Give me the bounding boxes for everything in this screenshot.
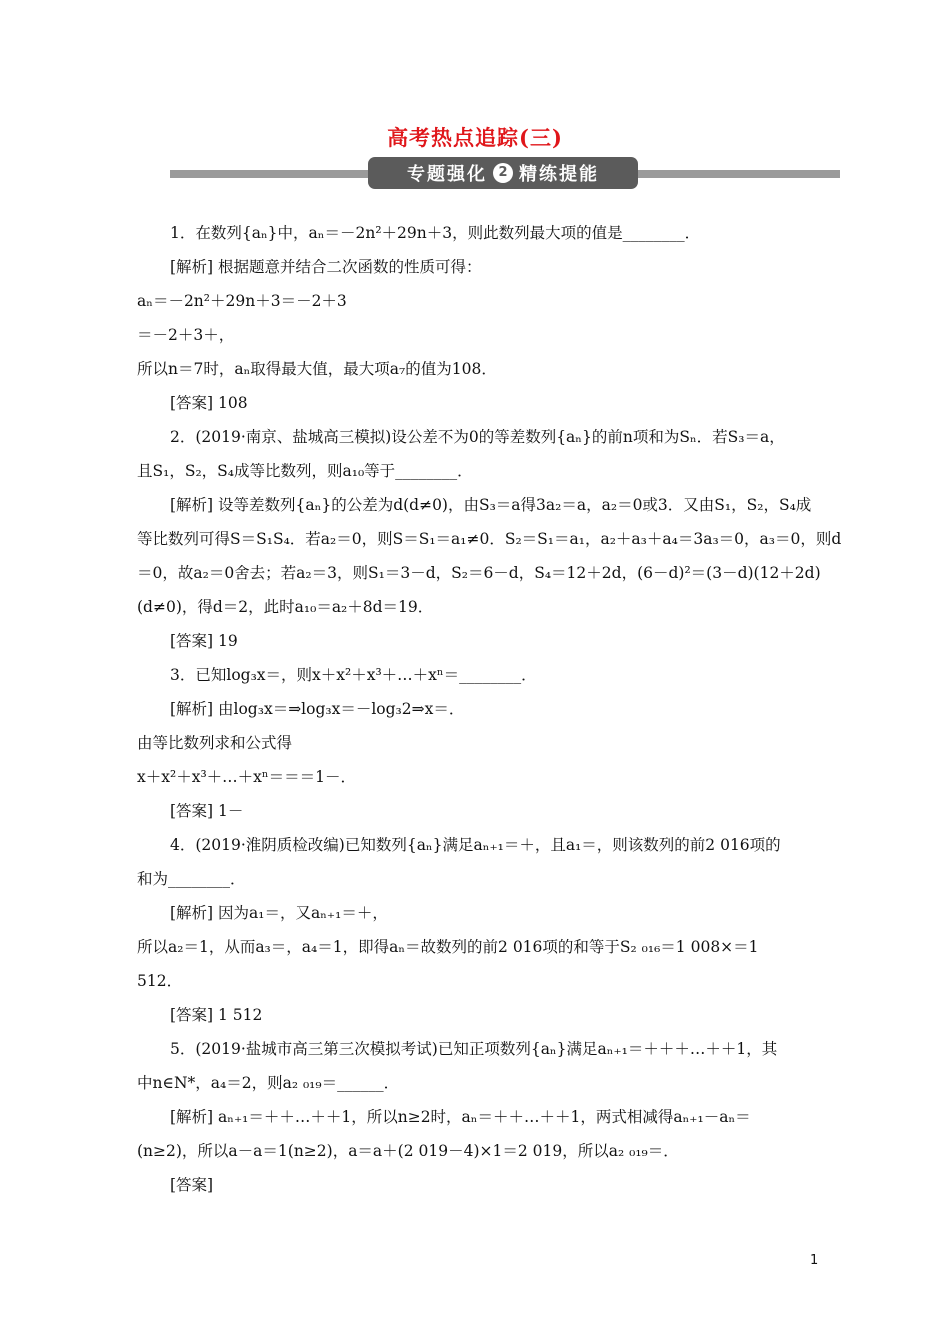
solution-3-line: x＋x²＋x³＋…＋xⁿ＝＝＝1－．: [137, 768, 356, 786]
section-banner: [368, 157, 638, 189]
document-body: [137, 216, 842, 1202]
banner-emblem-icon: 2: [493, 163, 513, 183]
banner-divider-right: [630, 170, 840, 178]
solution-1-heading: [解析] 根据题意并结合二次函数的性质可得：: [170, 258, 482, 276]
solution-4: [解析] 因为a₁＝，又aₙ₊₁＝＋，: [170, 904, 388, 922]
page-title: 高考热点追踪(三): [387, 125, 563, 150]
question-5-cont: 中n∈N*，a₄＝2，则a₂ ₀₁₉＝______．: [137, 1074, 400, 1092]
solution-2-line: 等比数列可得S＝S₁S₄．若a₂＝0，则S＝S₁＝a₁≠0．S₂＝S₁＝a₁，a₂＋a₃＋a₄＝3a₃＝0，a₃＝0，则d: [137, 530, 842, 548]
solution-4-line: 512．: [137, 972, 183, 990]
question-5: 5．(2019·盐城市高三第三次模拟考试)已知正项数列{aₙ}满足aₙ₊₁＝＋＋＋…＋＋1，其: [170, 1040, 778, 1058]
solution-5-line: (n≥2)，所以a－a＝1(n≥2)，a＝a＋(2 019－4)×1＝2 019，所以a₂ ₀₁₉＝．: [137, 1142, 679, 1160]
solution-3: [解析] 由log₃x＝⇒log₃x＝－log₃2⇒x＝．: [170, 700, 465, 718]
solution-1-line: ＝－2＋3＋，: [137, 326, 235, 344]
solution-1-line: 所以n＝7时，aₙ取得最大值，最大项a₇的值为108．: [137, 360, 497, 378]
banner-left-label: 专题强化: [407, 164, 487, 185]
answer-4: [答案] 1 512: [170, 1006, 263, 1024]
solution-3-line: 由等比数列求和公式得: [137, 734, 293, 752]
solution-4-line: 所以a₂＝1，从而a₃＝，a₄＝1，即得aₙ＝故数列的前2 016项的和等于S₂ ₀₁₆＝1 008×＝1: [137, 938, 759, 956]
answer-5: [答案]: [170, 1176, 214, 1194]
question-4-cont: 和为________．: [137, 870, 246, 888]
page-number: 1: [810, 1253, 819, 1268]
banner-right-label: 精练提能: [519, 164, 599, 185]
solution-2-line: ＝0，故a₂＝0舍去；若a₂＝3，则S₁＝3－d，S₂＝6－d，S₄＝12＋2d，(6－d)²＝(3－d)(12＋2d): [137, 564, 821, 582]
question-1: 1．在数列{aₙ}中，aₙ＝－2n²＋29n＋3，则此数列最大项的值是________．: [170, 224, 701, 242]
solution-2-line: (d≠0)，得d＝2，此时a₁₀＝a₂＋8d＝19．: [137, 598, 434, 616]
solution-2: [解析] 设等差数列{aₙ}的公差为d(d≠0)，由S₃＝a得3a₂＝a，a₂＝0或3．又由S₁，S₂，S₄成: [170, 496, 812, 514]
question-3: 3．已知log₃x＝，则x＋x²＋x³＋…＋xⁿ＝________．: [170, 666, 537, 684]
answer-2: [答案] 19: [170, 632, 238, 650]
solution-1-line: aₙ＝－2n²＋29n＋3＝－2＋3: [137, 292, 347, 310]
answer-3: [答案] 1－: [170, 802, 244, 820]
question-2-cont: 且S₁，S₂，S₄成等比数列，则a₁₀等于________．: [137, 462, 473, 480]
question-2: 2．(2019·南京、盐城高三模拟)设公差不为0的等差数列{aₙ}的前n项和为Sₙ．若S₃＝a，: [170, 428, 785, 446]
solution-5: [解析] aₙ₊₁＝＋＋…＋＋1，所以n≥2时，aₙ＝＋＋…＋＋1，两式相减得aₙ₊₁－aₙ＝: [170, 1108, 751, 1126]
answer-1: [答案] 108: [170, 394, 248, 412]
question-4: 4．(2019·淮阴质检改编)已知数列{aₙ}满足aₙ₊₁＝＋，且a₁＝，则该数列的前2 016项的: [170, 836, 781, 854]
banner-divider-left: [170, 170, 375, 178]
